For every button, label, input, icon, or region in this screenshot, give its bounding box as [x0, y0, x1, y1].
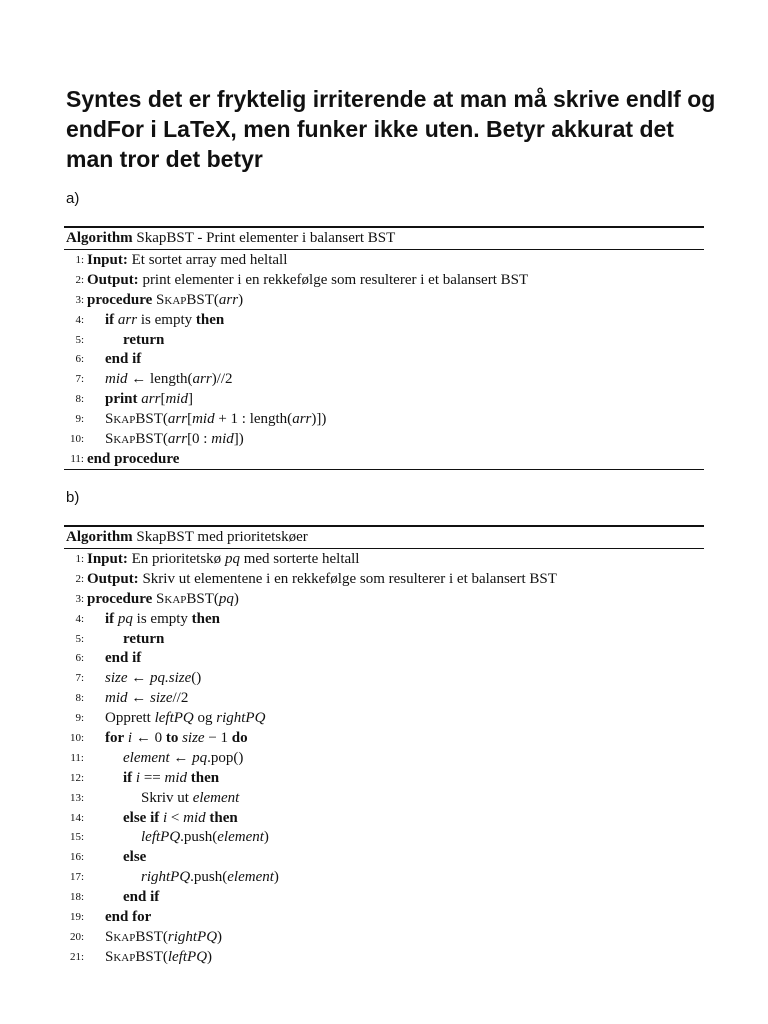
code-token: rightPQ: [141, 869, 191, 886]
algorithm-b-block: [64, 525, 704, 967]
code-token: size: [105, 670, 128, 687]
code-token: [0 :: [187, 431, 212, 448]
algorithm-line: [64, 847, 704, 867]
algorithm-line: [64, 290, 704, 310]
code-token: [: [160, 391, 166, 408]
code-token: Skap: [105, 431, 136, 448]
algorithm-b-caption: [64, 525, 704, 549]
line-number: 9:: [75, 413, 84, 426]
line-number: 15:: [69, 831, 84, 844]
code-token: element: [227, 869, 274, 886]
algorithm-line: [64, 728, 704, 748]
line-code: [141, 827, 269, 847]
code-token: (): [191, 670, 202, 687]
line-number: 11:: [70, 751, 84, 764]
line-number: 3:: [75, 592, 84, 605]
line-code: [105, 648, 141, 668]
algorithm-line: [64, 708, 704, 728]
algorithm-line: [64, 270, 704, 290]
code-token: ==: [140, 769, 165, 786]
line-code: [87, 290, 243, 310]
code-token: Skap: [105, 411, 136, 428]
code-token: BST(: [186, 291, 219, 308]
part-b-label: b): [66, 489, 80, 506]
algorithm-a-caption: [64, 226, 704, 250]
code-token: then: [195, 311, 225, 328]
code-token: element: [217, 829, 264, 846]
code-token: size: [182, 730, 205, 747]
page-heading: Syntes det er fryktelig irriterende at man må skrive endIf og endFor i LaTeX, men funker ikke uten. Betyr akkurat det man tror det betyr: [66, 86, 716, 172]
code-token: then: [209, 809, 238, 826]
code-token: En prioritetskø: [127, 551, 225, 567]
code-token: i: [162, 809, 168, 826]
code-token: arr: [167, 431, 188, 448]
algorithm-line: [64, 250, 704, 270]
line-code: [105, 708, 265, 728]
line-number: 20:: [69, 930, 84, 943]
line-code: [105, 609, 220, 629]
code-token: procedure: [87, 291, 153, 308]
line-code: [123, 330, 164, 350]
line-code: [105, 389, 193, 409]
code-token: mid: [105, 690, 128, 707]
algorithm-a-lines: [64, 250, 704, 470]
code-token: ]): [233, 431, 244, 448]
code-token: ): [273, 869, 279, 886]
algorithm-line: [64, 768, 704, 788]
code-token: do: [231, 730, 248, 747]
code-token: pq.size: [150, 670, 192, 687]
line-code: [87, 270, 528, 290]
code-token: Skap: [156, 590, 187, 607]
code-token: to: [165, 730, 179, 747]
code-token: end for: [105, 909, 152, 926]
code-token: + 1 : length(: [214, 411, 293, 428]
line-number: 8:: [75, 393, 84, 406]
line-code: [105, 429, 244, 449]
algorithm-line: [64, 310, 704, 330]
algorithm-line: [64, 549, 704, 569]
line-number: 2:: [75, 273, 84, 286]
line-number: 4:: [75, 612, 84, 625]
code-token: ): [217, 928, 223, 945]
code-token: pq: [117, 610, 133, 627]
line-code: [105, 927, 222, 947]
code-token: ←: [127, 670, 150, 687]
code-token: BST(: [186, 590, 219, 607]
algorithm-line: [64, 907, 704, 927]
code-token: mid: [211, 431, 234, 448]
algorithm-line: [64, 788, 704, 808]
line-code: [105, 369, 233, 389]
line-code: [105, 310, 224, 330]
code-token: ← 0: [132, 730, 166, 747]
code-token: Skriv ut: [141, 789, 193, 806]
algorithm-a-caption-keyword: Algorithm: [66, 230, 133, 246]
code-token: ): [233, 590, 239, 607]
code-token: leftPQ: [154, 710, 194, 727]
code-token: rightPQ: [167, 928, 218, 945]
algorithm-line: [64, 629, 704, 649]
code-token: arr: [218, 291, 239, 308]
algorithm-line: [64, 927, 704, 947]
code-token: )//2: [211, 371, 233, 388]
line-number: 9:: [75, 712, 84, 725]
code-token: end procedure: [87, 450, 180, 467]
code-token: og: [193, 710, 217, 727]
line-code: [123, 629, 164, 649]
algorithm-line: [64, 887, 704, 907]
code-token: return: [123, 630, 165, 647]
line-number: 19:: [69, 911, 84, 924]
code-token: − 1: [204, 730, 232, 747]
line-number: 5:: [75, 333, 84, 346]
line-number: 11:: [70, 452, 84, 465]
code-token: Input:: [87, 551, 128, 567]
line-code: [123, 748, 243, 768]
code-token: arr: [292, 411, 312, 428]
line-number: 7:: [75, 672, 84, 685]
algorithm-line: [64, 349, 704, 369]
line-code: [105, 728, 248, 748]
code-token: size: [150, 690, 173, 707]
line-code: [105, 409, 326, 429]
code-token: BST(: [135, 411, 168, 428]
line-code: [123, 808, 238, 828]
line-number: 21:: [69, 950, 84, 963]
code-token: Output:: [87, 271, 139, 288]
part-a-label: a): [66, 190, 80, 207]
line-code: [105, 688, 188, 708]
algorithm-line: [64, 369, 704, 389]
line-number: 18:: [69, 891, 84, 904]
code-token: .push(: [190, 869, 228, 886]
code-token: med sorterte heltall: [239, 551, 360, 567]
code-token: arr: [117, 311, 138, 328]
code-token: then: [191, 610, 221, 627]
algorithm-line: [64, 449, 704, 469]
code-token: return: [123, 331, 165, 348]
code-token: if: [123, 769, 133, 786]
line-number: 12:: [69, 771, 84, 784]
algorithm-a-block: [64, 226, 704, 470]
line-code: [141, 788, 239, 808]
line-number: 6:: [75, 652, 84, 665]
code-token: pq: [218, 590, 234, 607]
code-token: i: [127, 730, 133, 747]
code-token: ←: [169, 749, 193, 766]
code-token: ): [207, 948, 213, 965]
code-token: ← length(: [127, 371, 193, 388]
line-code: [123, 768, 219, 788]
code-token: Skap: [156, 291, 187, 308]
algorithm-b-caption-text: SkapBST med prioritetskøer: [136, 529, 308, 545]
code-token: for: [105, 730, 125, 747]
code-token: Opprett: [105, 710, 155, 727]
line-number: 2:: [75, 572, 84, 585]
code-token: then: [190, 769, 220, 786]
line-number: 13:: [69, 791, 84, 804]
code-token: element: [123, 749, 170, 766]
code-token: if: [105, 610, 115, 627]
algorithm-line: [64, 389, 704, 409]
line-code: [105, 947, 212, 967]
line-code: [87, 549, 359, 569]
code-token: //2: [172, 690, 189, 707]
algorithm-line: [64, 688, 704, 708]
code-token: mid: [164, 769, 188, 786]
code-token: BST(: [135, 431, 168, 448]
algorithm-line: [64, 409, 704, 429]
code-token: print elementer i en rekkefølge som resulterer i et balansert BST: [138, 271, 529, 288]
code-token: end if: [105, 650, 142, 667]
code-token: pq: [224, 551, 240, 567]
code-token: )]): [311, 411, 327, 428]
line-code: [105, 668, 201, 688]
code-token: <: [167, 809, 184, 826]
code-token: element: [192, 789, 240, 806]
line-code: [87, 250, 287, 270]
code-token: BST(: [135, 948, 168, 965]
code-token: end if: [123, 889, 160, 906]
algorithm-line: [64, 867, 704, 887]
algorithm-line: [64, 648, 704, 668]
line-code: [105, 907, 151, 927]
code-token: else if: [123, 809, 160, 826]
code-token: is empty: [137, 311, 196, 328]
code-token: print: [105, 391, 138, 408]
algorithm-line: [64, 609, 704, 629]
line-code: [123, 847, 146, 867]
line-number: 6:: [75, 353, 84, 366]
code-token: Skap: [105, 928, 136, 945]
code-token: arr: [192, 371, 212, 388]
line-code: [105, 349, 141, 369]
line-number: 16:: [69, 851, 84, 864]
code-token: ): [263, 829, 269, 846]
line-code: [87, 589, 239, 609]
algorithm-line: [64, 429, 704, 449]
line-number: 5:: [75, 632, 84, 645]
line-code: [87, 569, 557, 589]
code-token: mid: [192, 411, 215, 428]
code-token: BST(: [135, 928, 168, 945]
algorithm-line: [64, 808, 704, 828]
algorithm-line: [64, 589, 704, 609]
code-token: procedure: [87, 590, 153, 607]
line-number: 4:: [75, 313, 84, 326]
algorithm-line: [64, 330, 704, 350]
line-code: [87, 449, 179, 469]
code-token: i: [135, 769, 141, 786]
code-token: ): [238, 291, 244, 308]
code-token: mid: [183, 809, 206, 826]
algorithm-line: [64, 947, 704, 967]
code-token: is empty: [132, 610, 192, 627]
line-number: 10:: [69, 433, 84, 446]
line-number: 10:: [69, 732, 84, 745]
line-number: 17:: [69, 871, 84, 884]
code-token: Et sortet array med heltall: [127, 252, 288, 268]
algorithm-b-caption-keyword: Algorithm: [66, 529, 133, 545]
algorithm-line: [64, 569, 704, 589]
line-number: 8:: [75, 692, 84, 705]
code-token: end if: [105, 351, 142, 368]
code-token: leftPQ: [141, 829, 181, 846]
code-token: mid: [165, 391, 188, 408]
code-token: else: [123, 849, 147, 866]
algorithm-line: [64, 668, 704, 688]
algorithm-line: [64, 748, 704, 768]
code-token: mid: [105, 371, 128, 388]
line-number: 14:: [69, 811, 84, 824]
algorithm-a-caption-text: SkapBST - Print elementer i balansert BST: [136, 230, 396, 246]
code-token: Skap: [105, 948, 136, 965]
line-number: 3:: [75, 293, 84, 306]
code-token: pq: [192, 749, 208, 766]
line-code: [141, 867, 279, 887]
code-token: .pop(): [207, 749, 244, 766]
code-token: [: [187, 411, 193, 428]
code-token: .push(: [180, 829, 218, 846]
code-token: ←: [127, 690, 150, 707]
code-token: arr: [167, 411, 188, 428]
code-token: ]: [187, 391, 193, 408]
line-code: [123, 887, 159, 907]
code-token: if: [105, 311, 115, 328]
line-number: 1:: [75, 553, 84, 565]
line-number: 1:: [75, 254, 84, 266]
code-token: Input:: [87, 252, 128, 268]
code-token: rightPQ: [216, 710, 266, 727]
algorithm-b-lines: [64, 549, 704, 967]
code-token: arr: [141, 391, 161, 408]
code-token: Skriv ut elementene i en rekkefølge som resulterer i et balansert BST: [138, 570, 557, 587]
code-token: leftPQ: [167, 948, 208, 965]
line-number: 7:: [75, 373, 84, 386]
algorithm-line: [64, 827, 704, 847]
code-token: Output:: [87, 570, 139, 587]
